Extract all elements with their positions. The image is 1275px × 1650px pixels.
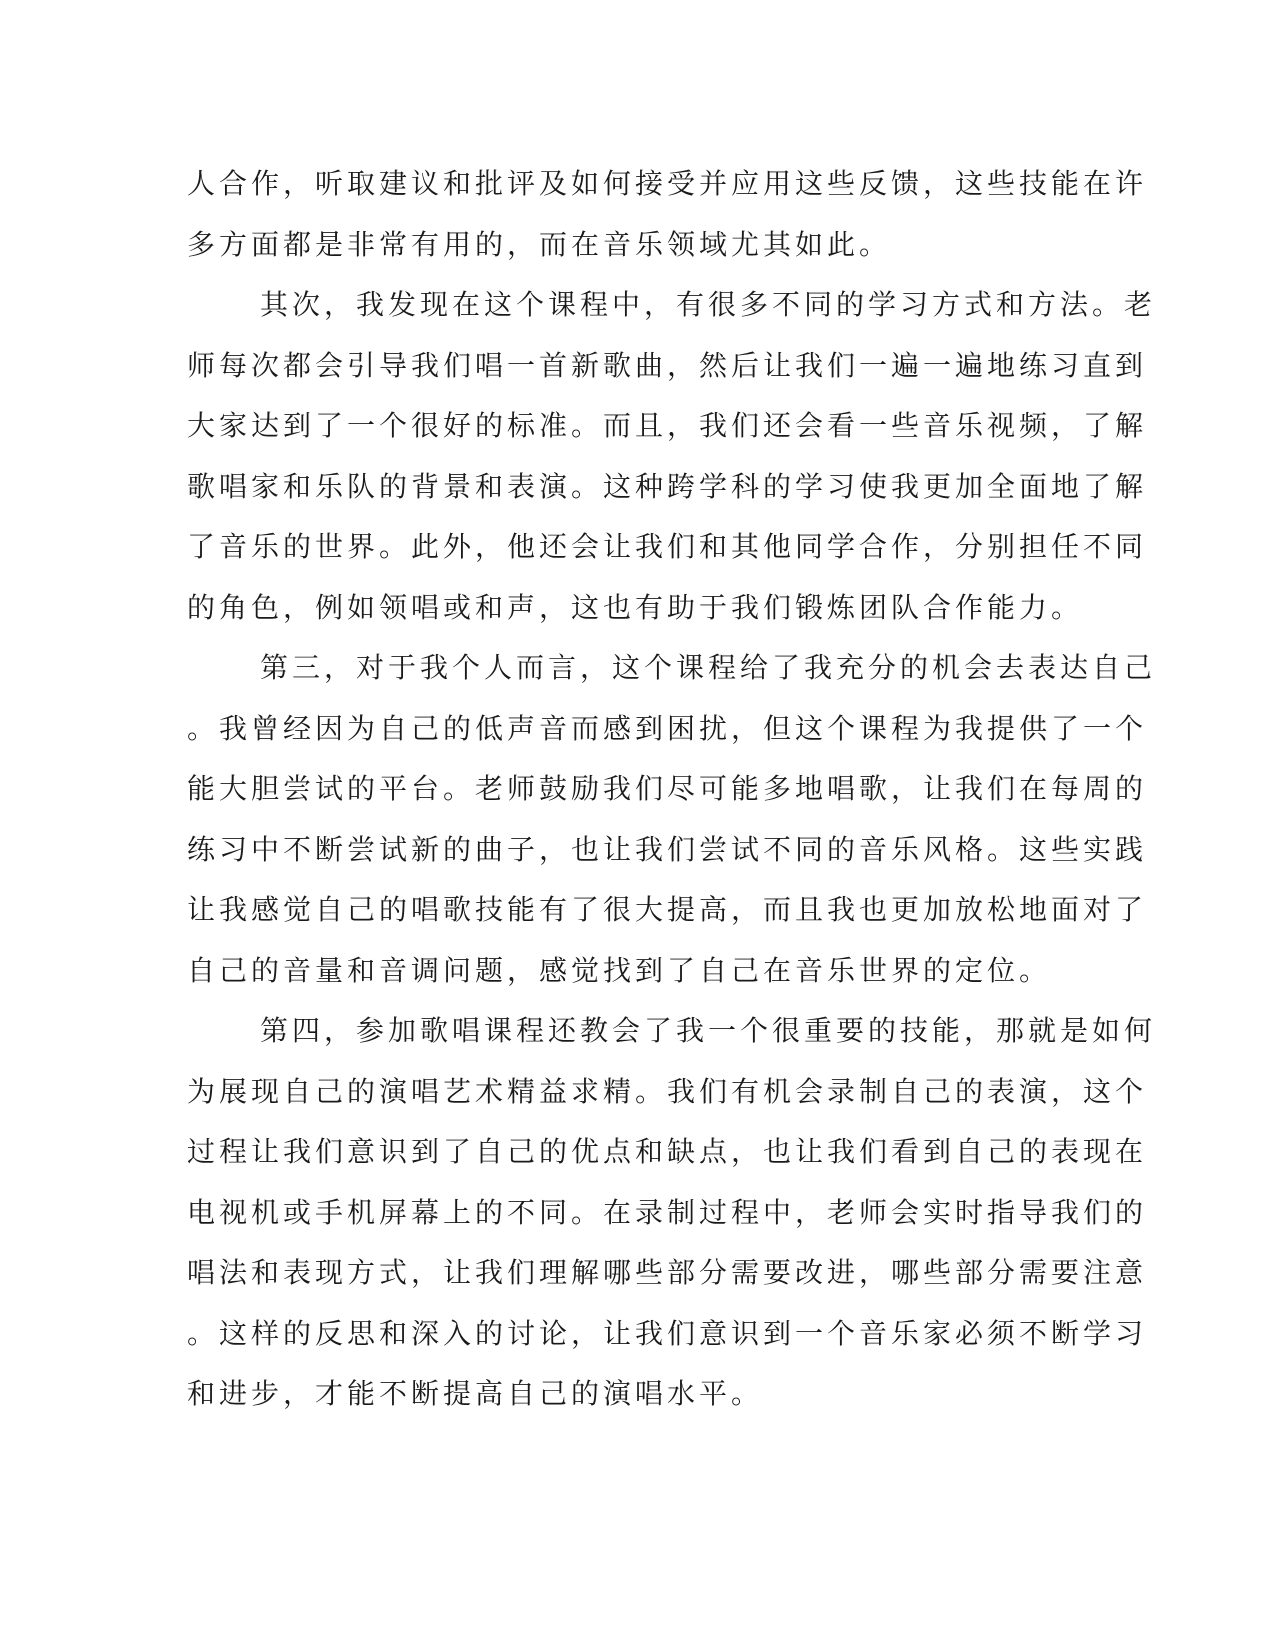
text-line: 过程让我们意识到了自己的优点和缺点，也让我们看到自己的表现在 (187, 1135, 1148, 1168)
text-line: 大家达到了一个很好的标准。而且，我们还会看一些音乐视频，了解 (187, 409, 1148, 442)
text-line: 唱法和表现方式，让我们理解哪些部分需要改进，哪些部分需要注意 (187, 1256, 1148, 1289)
text-line: 师每次都会引导我们唱一首新歌曲，然后让我们一遍一遍地练习直到 (187, 348, 1148, 382)
text-line: 为展现自己的演唱艺术精益求精。我们有机会录制自己的表演，这个 (187, 1074, 1148, 1108)
text-line: 练习中不断尝试新的曲子，也让我们尝试不同的音乐风格。这些实践 (187, 832, 1148, 866)
text-line: 能大胆尝试的平台。老师鼓励我们尽可能多地唱歌，让我们在每周的 (187, 772, 1148, 805)
text-line: 和进步，才能不断提高自己的演唱水平。 (187, 1377, 764, 1410)
text-line: 。这样的反思和深入的讨论，让我们意识到一个音乐家必须不断学习 (187, 1316, 1148, 1350)
body-text (187, 154, 1157, 1425)
paragraph-start-line: 第三，对于我个人而言，这个课程给了我充分的机会去表达自己 (260, 651, 1157, 684)
text-line: 。我曾经因为自己的低声音而感到困扰，但这个课程为我提供了一个 (187, 711, 1148, 745)
text-line: 人合作，听取建议和批评及如何接受并应用这些反馈，这些技能在许 (187, 167, 1148, 200)
text-line: 的角色，例如领唱或和声，这也有助于我们锻炼团队合作能力。 (187, 590, 1084, 624)
text-line: 歌唱家和乐队的背景和表演。这种跨学科的学习使我更加全面地了解 (187, 469, 1148, 503)
text-line: 了音乐的世界。此外，他还会让我们和其他同学合作，分别担任不同 (187, 530, 1148, 563)
text-line: 自己的音量和音调问题，感觉找到了自己在音乐世界的定位。 (187, 953, 1052, 987)
text-line: 电视机或手机屏幕上的不同。在录制过程中，老师会实时指导我们的 (187, 1195, 1148, 1229)
text-line: 多方面都是非常有用的，而在音乐领域尤其如此。 (187, 227, 892, 261)
paragraph-start-line: 其次，我发现在这个课程中，有很多不同的学习方式和方法。老 (260, 288, 1157, 321)
text-line: 让我感觉自己的唱歌技能有了很大提高，而且我也更加放松地面对了 (187, 893, 1148, 926)
paragraph-start-line: 第四，参加歌唱课程还教会了我一个很重要的技能，那就是如何 (260, 1014, 1157, 1047)
